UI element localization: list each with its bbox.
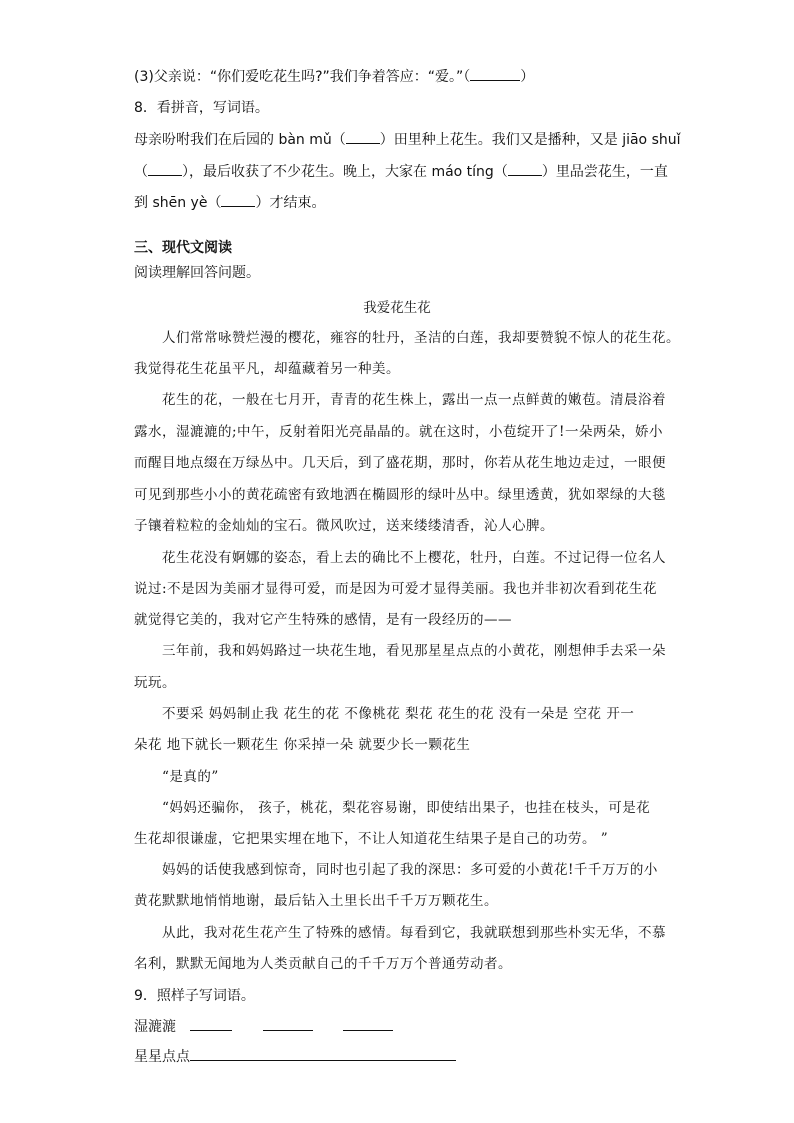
q8-text: ）才结束。 (255, 195, 326, 211)
section-instruction: 阅读理解回答问题。 (134, 265, 260, 281)
article-line: 可见到那些小小的黄花疏密有致地洒在椭圆形的绿叶丛中。绿里透黄，犹如翠绿的大毯 (134, 487, 666, 503)
answer-blank[interactable] (470, 66, 520, 81)
q8-text: ）里品尝花生，一直 (541, 164, 668, 180)
answer-blank[interactable] (148, 161, 182, 176)
q8-text: ），最后收获了不少花生。晚上，大家在 máo tíng（ (182, 164, 508, 180)
article-line: 朵花 地下就长一颗花生 你采掉一朵 就要少长一颗花生 (134, 737, 471, 753)
article-line: 黄花默默地悄悄地谢，最后钻入土里长出千千万万颗花生。 (134, 893, 498, 909)
q9-example-word: 星星点点 (134, 1049, 190, 1065)
article-line: 妈妈的话使我感到惊奇，同时也引起了我的深思：多可爱的小黄花!千千万万的小 (134, 862, 658, 878)
article-line: 三年前，我和妈妈路过一块花生地，看见那星星点点的小黄花，刚想伸手去采一朵 (134, 643, 666, 659)
q7-item-3-text: (3)父亲说：“你们爱吃花生吗?”我们争着答应：“爱。”（ (134, 69, 471, 85)
answer-blank[interactable] (190, 1016, 232, 1031)
q9-example-word: 湿漉漉 (134, 1019, 176, 1035)
article-line: 而醒目地点缀在万绿丛中。几天后，到了盛花期，那时，你若从花生地边走过，一眼便 (134, 455, 666, 471)
article-line: 露水，湿漉漉的;中午，反射着阳光亮晶晶的。就在这时，小苞绽开了!一朵两朵，娇小 (134, 424, 663, 440)
answer-blank[interactable] (263, 1016, 313, 1031)
article-line: 玩玩。 (134, 675, 176, 691)
q8-text: （ (134, 164, 148, 180)
article-line: 花生的花，一般在七月开，青青的花生株上，露出一点一点鲜黄的嫩苞。清晨浴着 (134, 392, 666, 408)
answer-blank[interactable] (221, 192, 255, 207)
q8-text: 母亲吩咐我们在后园的 bàn mǔ（ (134, 132, 346, 148)
answer-blank[interactable] (343, 1016, 393, 1031)
q9-row-1 (134, 1016, 393, 1037)
q8-line-2 (134, 161, 668, 182)
q8-line-1 (134, 129, 681, 150)
q7-item-3-close: ） (520, 69, 535, 85)
article-line: 我觉得花生花虽平凡，却蕴藏着另一种美。 (134, 361, 400, 377)
q9-header: 9．照样子写词语。 (134, 988, 255, 1004)
section-heading: 三、现代文阅读 (134, 240, 232, 256)
q8-line-3 (134, 192, 325, 213)
article-line: 不要采 妈妈制止我 花生的花 不像桃花 梨花 花生的花 没有一朵是 空花 开一 (134, 706, 635, 722)
article-line: 就觉得它美的，我对它产生特殊的感情，是有一段经历的—— (134, 612, 512, 628)
answer-blank[interactable] (190, 1046, 456, 1061)
article-line: 名利，默默无闻地为人类贡献自己的千千万万个普通劳动者。 (134, 956, 512, 972)
article-line: “妈妈还骗你， 孩子，桃花，梨花容易谢，即使结出果子，也挂在枝头，可是花 (134, 800, 651, 816)
answer-blank[interactable] (346, 129, 380, 144)
article-line: 说过:不是因为美丽才显得可爱，而是因为可爱才显得美丽。我也并非初次看到花生花 (134, 581, 658, 597)
answer-blank[interactable] (508, 161, 542, 176)
article-line: “是真的” (134, 769, 219, 785)
q8-text: ）田里种上花生。我们又是播种，又是 jiāo shuǐ (379, 132, 681, 148)
article-line: 生花却很谦虚，它把果实埋在地下，不让人知道花生结果子是自己的功劳。 ” (134, 831, 609, 847)
q8-text: 到 shēn yè（ (134, 195, 222, 211)
q7-item-3 (134, 66, 534, 87)
article-title: 我爱花生花 (363, 300, 431, 316)
article-line: 人们常常咏赞烂漫的樱花，雍容的牡丹，圣洁的白莲，我却要赞貌不惊人的花生花。 (134, 330, 680, 346)
q9-row-2 (134, 1046, 456, 1067)
article-line: 从此，我对花生花产生了特殊的感情。每看到它，我就联想到那些朴实无华，不慕 (134, 925, 666, 941)
article-line: 子镶着粒粒的金灿灿的宝石。微风吹过，送来缕缕清香，沁人心脾。 (134, 518, 554, 534)
q8-header: 8．看拼音，写词语。 (134, 100, 269, 116)
article-line: 花生花没有婀娜的姿态，看上去的确比不上樱花，牡丹，白莲。不过记得一位名人 (134, 550, 666, 566)
